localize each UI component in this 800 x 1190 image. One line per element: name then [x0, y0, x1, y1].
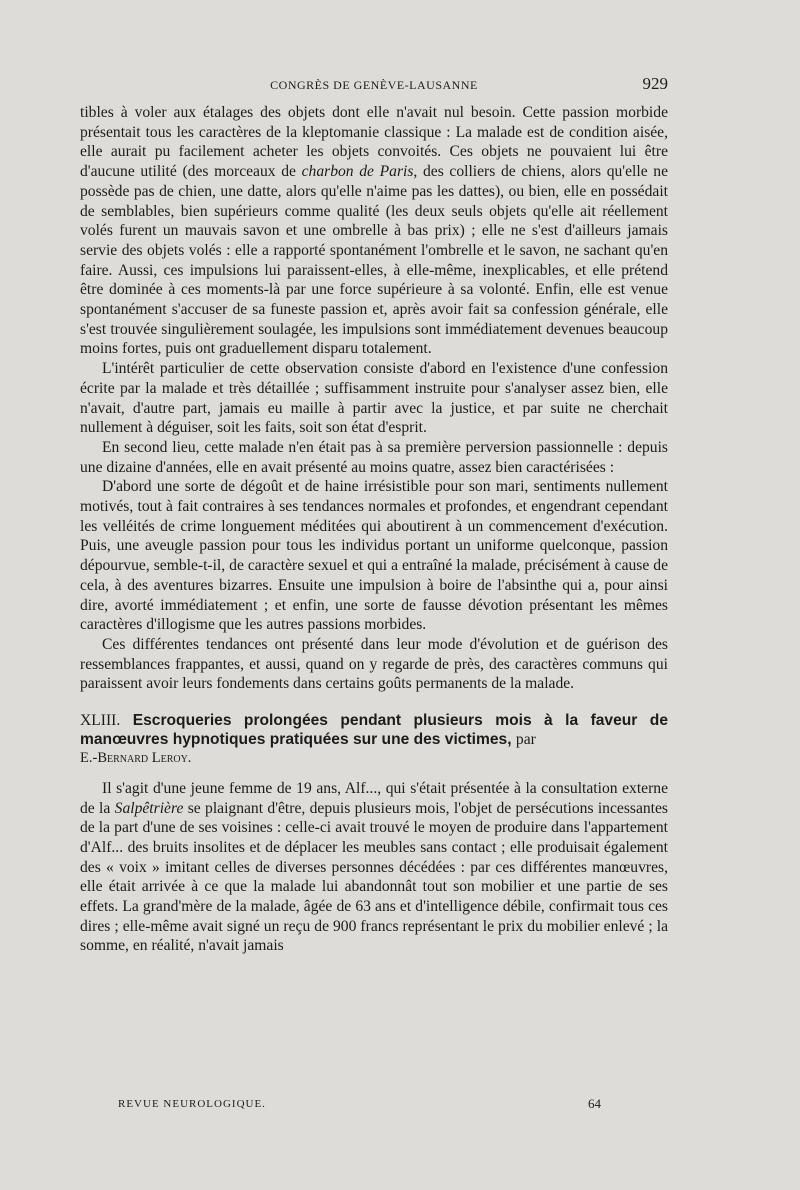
section-title: Escroqueries prolongées pendant plusieurs mois à la faveur de manœuvres hypnotiques pratiquées sur une des victimes, [80, 712, 668, 749]
text-run: D'abord une sorte de dégoût et de haine irrésistible pour son mari, sentiments nullement motivés, tout à fait contraires à ses tendances normales et profondes, et engendrant cependant les velléités de crime longuement méditées qui aboutirent à un commencement d'exécution. Puis, une aveugle passion pour tous les individus portant un uniforme quelconque, passion dépourvue, semble-t-il, de caractère sexuel et qui a entraîné la malade, précisément à cause de cela, à des aventures bizarres. Ensuite une impulsion à boire de l'absinthe qui a, pour ainsi dire, avorté immédiatement ; et enfin, une sorte de fausse dévotion présentant les mêmes caractères d'illogisme que les autres passions morbides. [80, 478, 668, 634]
text-run: En second lieu, cette malade n'en était pas à sa première perversion passionnelle : depuis une dizaine d'années, elle en avait présenté au moins quatre, assez bien caractérisées : [80, 438, 668, 476]
paragraph [80, 477, 668, 635]
paragraph [80, 359, 668, 438]
text-run: L'intérêt particulier de cette observation consiste d'abord en l'existence d'une confession écrite par la malade et très détaillée ; suffisamment instruite pour s'analyser assez bien, elle n'avait, d'autre part, jamais eu maille à partir avec la justice, et par suite ne cherchait nullement à déguiser, soit les faits, soit son état d'esprit. [80, 360, 668, 437]
author-initial: E.- [80, 750, 98, 767]
text-run: Il s'agit d'une jeune femme de 19 ans, Alf..., qui s'était présentée à la consultation externe de la [80, 779, 668, 817]
italic-run: charbon de Paris [301, 163, 414, 181]
paragraph [80, 438, 668, 477]
page-header [80, 74, 668, 96]
signature-mark: 64 [588, 1096, 601, 1111]
section-heading [80, 711, 668, 749]
section-paragraph [80, 779, 668, 956]
text-run: se plaignant d'être, depuis plusieurs mois, l'objet de persécutions incessantes de la part d'une de ses voisines : celle-ci avait trouvé le moyen de produire dans l'appartement d'Alf... des bruits insolites et de déplacer les meubles sans contact ; elle produisait également des « voix » imitant celles de diverses personnes décédées : par ces différentes manœuvres, elle était arrivée à ce que la malade lui abandonnât tout son mobilier et une partie de ses effets. La grand'mère de la malade, âgée de 63 ans et d'intelligence débile, confirmait tous ces dires ; elle-même avait signé un reçu de 900 francs représentant le prix du mobilier enlevé ; la somme, en réalité, n'avait jamais [80, 799, 668, 955]
paragraph [80, 635, 668, 694]
text-run: Ces différentes tendances ont présenté dans leur mode d'évolution et de guérison des ressemblances frappantes, et aussi, quand on y regarde de près, des caractères communs qui paraissent avoir leurs fondements dans certains goûts permanents de la malade. [80, 635, 668, 693]
page-footer [118, 1096, 618, 1116]
author-name: Bernard Leroy. [97, 750, 192, 767]
author-line [80, 749, 668, 769]
text-run: tibles à voler aux étalages des objets dont elle n'avait nul besoin. Cette passion morbide présentait tous les caractères de la kleptomanie classique : La malade est de condition aisée, elle aurait pu facilement acheter les objets convoités. Ces objets ne pouvaient lui être d'aucune utilité (des morceaux de [80, 104, 668, 181]
section-by: par [515, 731, 536, 749]
section-numeral: XLIII. [80, 712, 121, 730]
paragraph [80, 103, 668, 359]
paragraph-list [80, 103, 668, 694]
journal-name: REVUE NEUROLOGIQUE. [118, 1098, 266, 1110]
body-text [80, 103, 668, 956]
running-title: CONGRÈS DE GENÈVE-LAUSANNE [270, 78, 478, 92]
page-number: 929 [642, 74, 668, 93]
italic-run: Salpêtrière [114, 799, 184, 817]
text-run: , des colliers de chiens, alors qu'elle ne possède pas de chien, une datte, alors qu'elle n'aime pas les dattes), ou bien, elle en possédait de semblables, bien supérieurs comme qualité (les deux seuls objets qu'elle ait réellement volés furent un mauvais savon et une ombrelle à bas prix) ; elle ne s'est d'ailleurs jamais servie des objets volés : elle a rapporté spontanément l'ombrelle et le savon, ne sachant qu'en faire. Aussi, ces impulsions lui paraissent-elles, à elle-même, inexplicables, et elle prétend être dominée à ces moments-là par une force supérieure à sa volonté. Enfin, elle est venue spontanément s'accuser de sa funeste passion et, après avoir fait sa confession générale, elle s'est trouvée singulièrement soulagée, les impulsions sont immédiatement devenues beaucoup moins fortes, puis ont graduellement disparu totalement. [80, 163, 669, 358]
